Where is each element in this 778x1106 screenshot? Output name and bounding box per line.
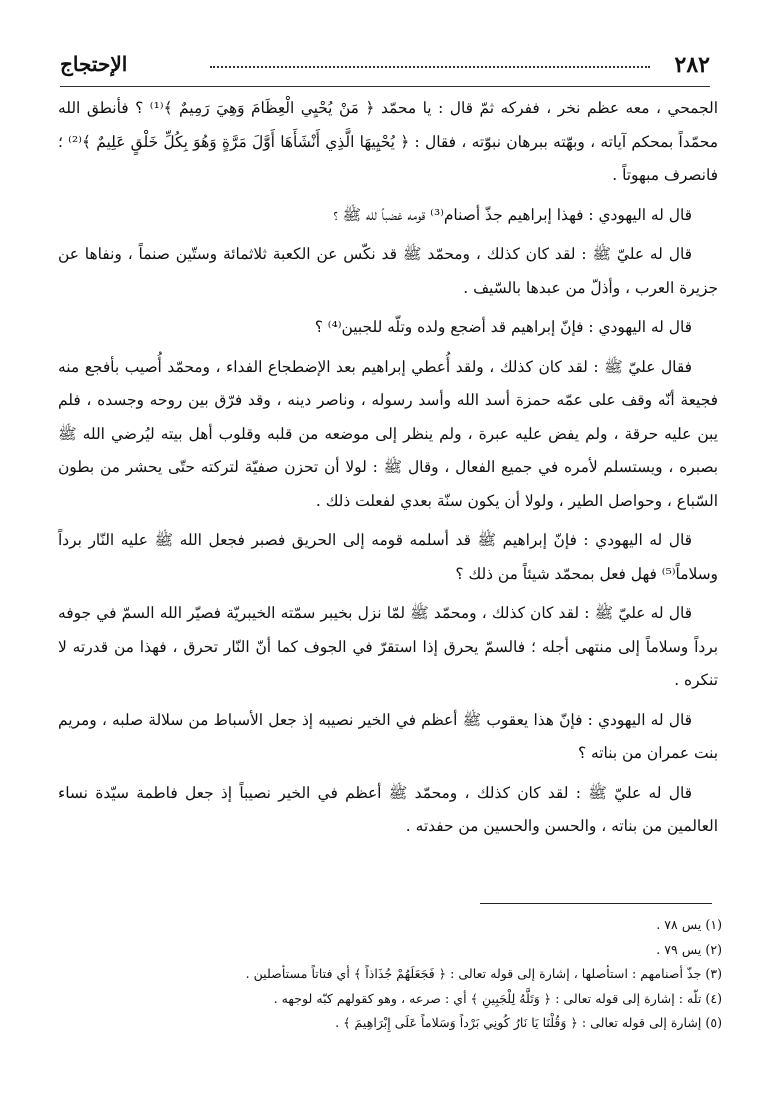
footnote: (١) يس ٧٨ . bbox=[656, 917, 722, 932]
running-title: الإحتجاج bbox=[60, 52, 128, 76]
page-header bbox=[60, 48, 710, 88]
paragraph: قال له اليهودي : فهذا إبراهيم جذّ أصنام⁽³⁾ قومه غضباً لله ﷺ ؟ bbox=[333, 205, 692, 224]
footnotes bbox=[30, 915, 722, 1038]
footnote: (٢) يس ٧٩ . bbox=[656, 941, 722, 957]
paragraph: قال له اليهودي : فإنّ هذا يعقوب ﷺ أعظم في الخير نصيبه إذ جعل الأسباط من سلالة صلبه ، ومريم بنت عمران من بناته ؟ bbox=[58, 710, 718, 762]
paragraph: قال له عليّ ﷺ : لقد كان كذلك ، ومحمّد ﷺ أعظم في الخير نصيباً إذ جعل فاطمة سيّدة نساء العالمين من بناته ، والحسن والحسين من حفدته . bbox=[58, 783, 718, 835]
footnote: (٥) إشارة إلى قوله تعالى : ﴿ وَقُلْنَا يَا نَارُ كُونِي بَرْداً وَسَلاماً عَلَى إِبْرَاهِيمَ ﴾ . bbox=[335, 1015, 722, 1030]
paragraph: قال له اليهودي : فإنّ إبراهيم قد أضجع ولده وتلّه للجبين⁽⁴⁾ ؟ bbox=[314, 318, 692, 336]
paragraph: فقال عليّ ﷺ : لقد كان كذلك ، ولقد أُعطي إبراهيم بعد الإضطجاع الفداء ، ومحمّد أُصيب بأفجع منه فجيعة أنّه وقف على عمّه حمزة أسد الله وأسد رسوله ، وناصر دينه ، وقد فرّق بين روحه وجسده ، فلم يبن عليه حرقة ، ولم يفض عليه عبرة ، ولم ينظر إلى موضعه من قلبه وقلوب أهل بيته ليُرضي الله ﷺ بصبره ، ويستسلم لأمره في جميع الفعال ، وقال ﷺ : لولا أن تحزن صفيّة لتركته حتّى يحشر من بطون السّباع ، وحواصل الطير ، ولولا أن يكون سنّة بعدي لفعلت ذلك . bbox=[58, 357, 718, 510]
page-number: ٢٨٢ bbox=[674, 52, 710, 78]
footnote: (٣) جذّ أصنامهم : استأصلها ، إشارة إلى قوله تعالى : ﴿ فَجَعَلَهُمْ جُذَاذاً ﴾ أي فتاتاً مستأصلين . bbox=[245, 966, 722, 981]
paragraph: قال له عليّ ﷺ : لقد كان كذلك ، ومحمّد ﷺ قد نكّس عن الكعبة ثلاثمائة وستّين صنماً ، ونفاها عن جزيرة العرب ، وأذلّ من عبدها بالسّيف . bbox=[58, 245, 718, 297]
main-text bbox=[58, 92, 718, 850]
footnote-separator bbox=[480, 903, 712, 904]
paragraph: قال له اليهودي : فإنّ إبراهيم ﷺ قد أسلمه قومه إلى الحريق فصبر فجعل الله ﷺ عليه النّار برداً وسلاماً⁽⁵⁾ فهل فعل بمحمّد شيئاً من ذلك ؟ bbox=[58, 531, 718, 583]
header-dotted-leader bbox=[210, 66, 650, 68]
paragraph: الجمحي ، معه عظم نخر ، ففركه ثمّ قال : يا محمّد ﴿ مَنْ يُحْيِي الْعِظَامَ وَهِيَ رَمِيمٌ ﴾⁽¹⁾ ؟ فأنطق الله محمّداً بمحكم آياته ، وبهّته ببرهان نبوّته ، فقال : ﴿ يُحْيِيهَا الَّذِي أَنْشَأَهَا أَوَّلَ مَرَّةٍ وَهُوَ بِكُلِّ خَلْقٍ عَلِيمٌ ﴾⁽²⁾ ؛ فانصرف مبهوتاً . bbox=[58, 99, 718, 184]
footnote: (٤) تلّه : إشارة إلى قوله تعالى : ﴿ وَتَلَّهُ لِلْجَبِينِ ﴾ أي : صرعه ، وهو كقولهم كبّه لوجهه . bbox=[273, 990, 722, 1006]
paragraph: قال له عليّ ﷺ : لقد كان كذلك ، ومحمّد ﷺ لمّا نزل بخيبر سمّته الخيبريّة فصيّر الله السمّ في جوفه برداً وسلاماً إلى منتهى أجله ؛ فالسمّ يحرق إذا استقرّ في الجوف كما أنّ النّار تحرق ، فهذا من قدرته لا تنكره . bbox=[58, 604, 718, 689]
header-rule bbox=[60, 86, 710, 87]
